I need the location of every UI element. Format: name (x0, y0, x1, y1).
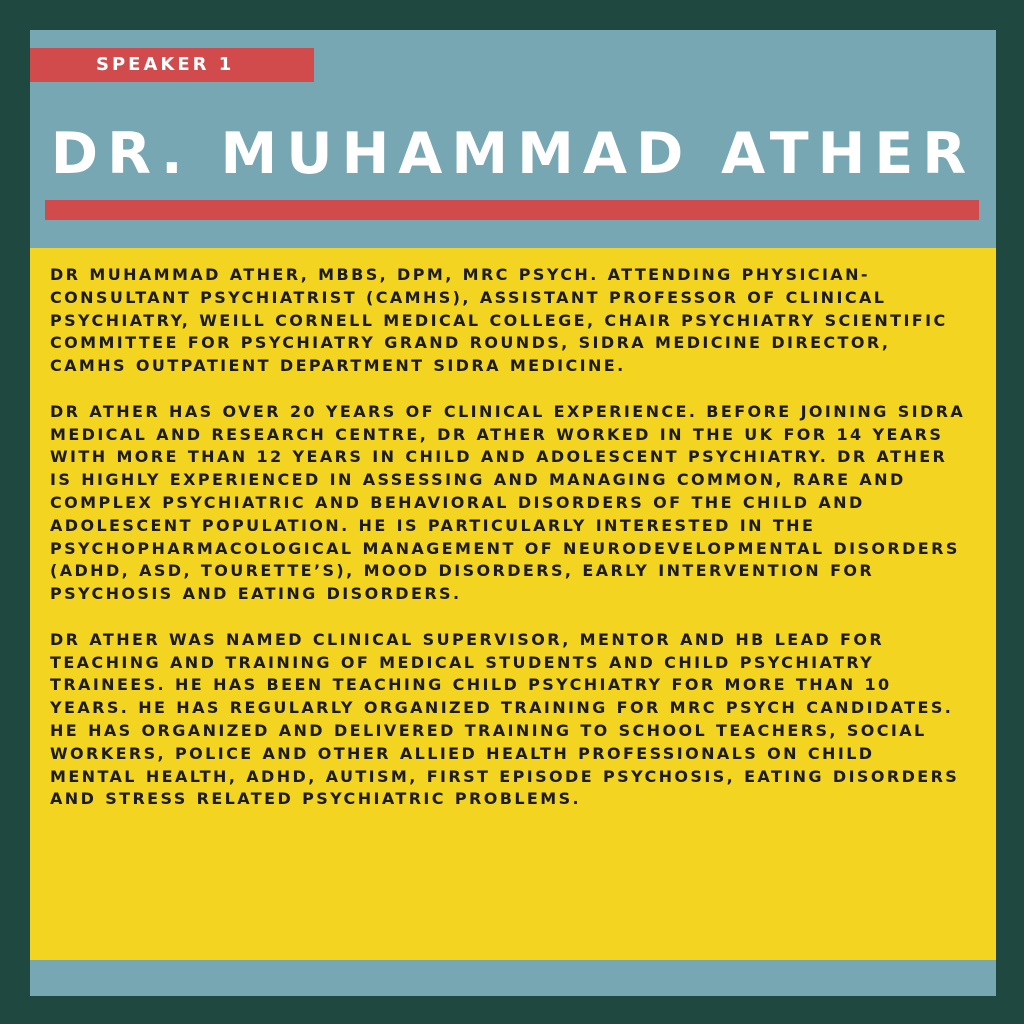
bio-panel (30, 248, 996, 960)
bio-text (50, 264, 970, 811)
speaker-tag-label: SPEAKER 1 (96, 54, 235, 75)
heading-underline (45, 200, 979, 220)
bio-paragraph-2: DR ATHER HAS OVER 20 YEARS OF CLINICAL EXPERIENCE. BEFORE JOINING SIDRA MEDICAL AND RESEARCH CENTRE, DR ATHER WORKED IN THE UK FOR 14 YEARS WITH MORE THAN 12 YEARS IN CHILD AND ADOLESCENT PSYCHIATRY. DR ATHER IS HIGHLY EXPERIENCED IN ASSESSING AND MANAGING COMMON, RARE AND COMPLEX PSYCHIATRIC AND BEHAVIORAL DISORDERS OF THE CHILD AND ADOLESCENT POPULATION. HE IS PARTICULARLY INTERESTED IN THE PSYCHOPHARMACOLOGICAL MANAGEMENT OF NEURODEVELOPMENTAL DISORDERS (ADHD, ASD, TOURETTE’S), MOOD DISORDERS, EARLY INTERVENTION FOR PSYCHOSIS AND EATING DISORDERS. (50, 401, 966, 604)
bio-paragraph-3: DR ATHER WAS NAMED CLINICAL SUPERVISOR, MENTOR AND HB LEAD FOR TEACHING AND TRAINING OF MEDICAL STUDENTS AND CHILD PSYCHIATRY TRAINEES. HE HAS BEEN TEACHING CHILD PSYCHIATRY FOR MORE THAN 10 YEARS. HE HAS REGULARLY ORGANIZED TRAINING FOR MRC PSYCH CANDIDATES. HE HAS ORGANIZED AND DELIVERED TRAINING TO SCHOOL TEACHERS, SOCIAL WORKERS, POLICE AND OTHER ALLIED HEALTH PROFESSIONALS ON CHILD MENTAL HEALTH, ADHD, AUTISM, FIRST EPISODE PSYCHOSIS, EATING DISORDERS AND STRESS RELATED PSYCHIATRIC PROBLEMS. (50, 629, 960, 809)
speaker-tag-banner (30, 48, 314, 82)
speaker-name-heading: DR. MUHAMMAD ATHER (50, 121, 976, 187)
bio-paragraph-1: DR MUHAMMAD ATHER, MBBS, DPM, MRC PSYCH. ATTENDING PHYSICIAN-CONSULTANT PSYCHIATRIST (CAMHS), ASSISTANT PROFESSOR OF CLINICAL PSYCHIATRY, WEILL CORNELL MEDICAL COLLEGE, CHAIR PSYCHIATRY SCIENTIFIC COMMITTEE FOR PSYCHIATRY GRAND ROUNDS, SIDRA MEDICINE DIRECTOR, CAMHS OUTPATIENT DEPARTMENT SIDRA MEDICINE. (50, 265, 948, 376)
speaker-card (30, 30, 996, 996)
